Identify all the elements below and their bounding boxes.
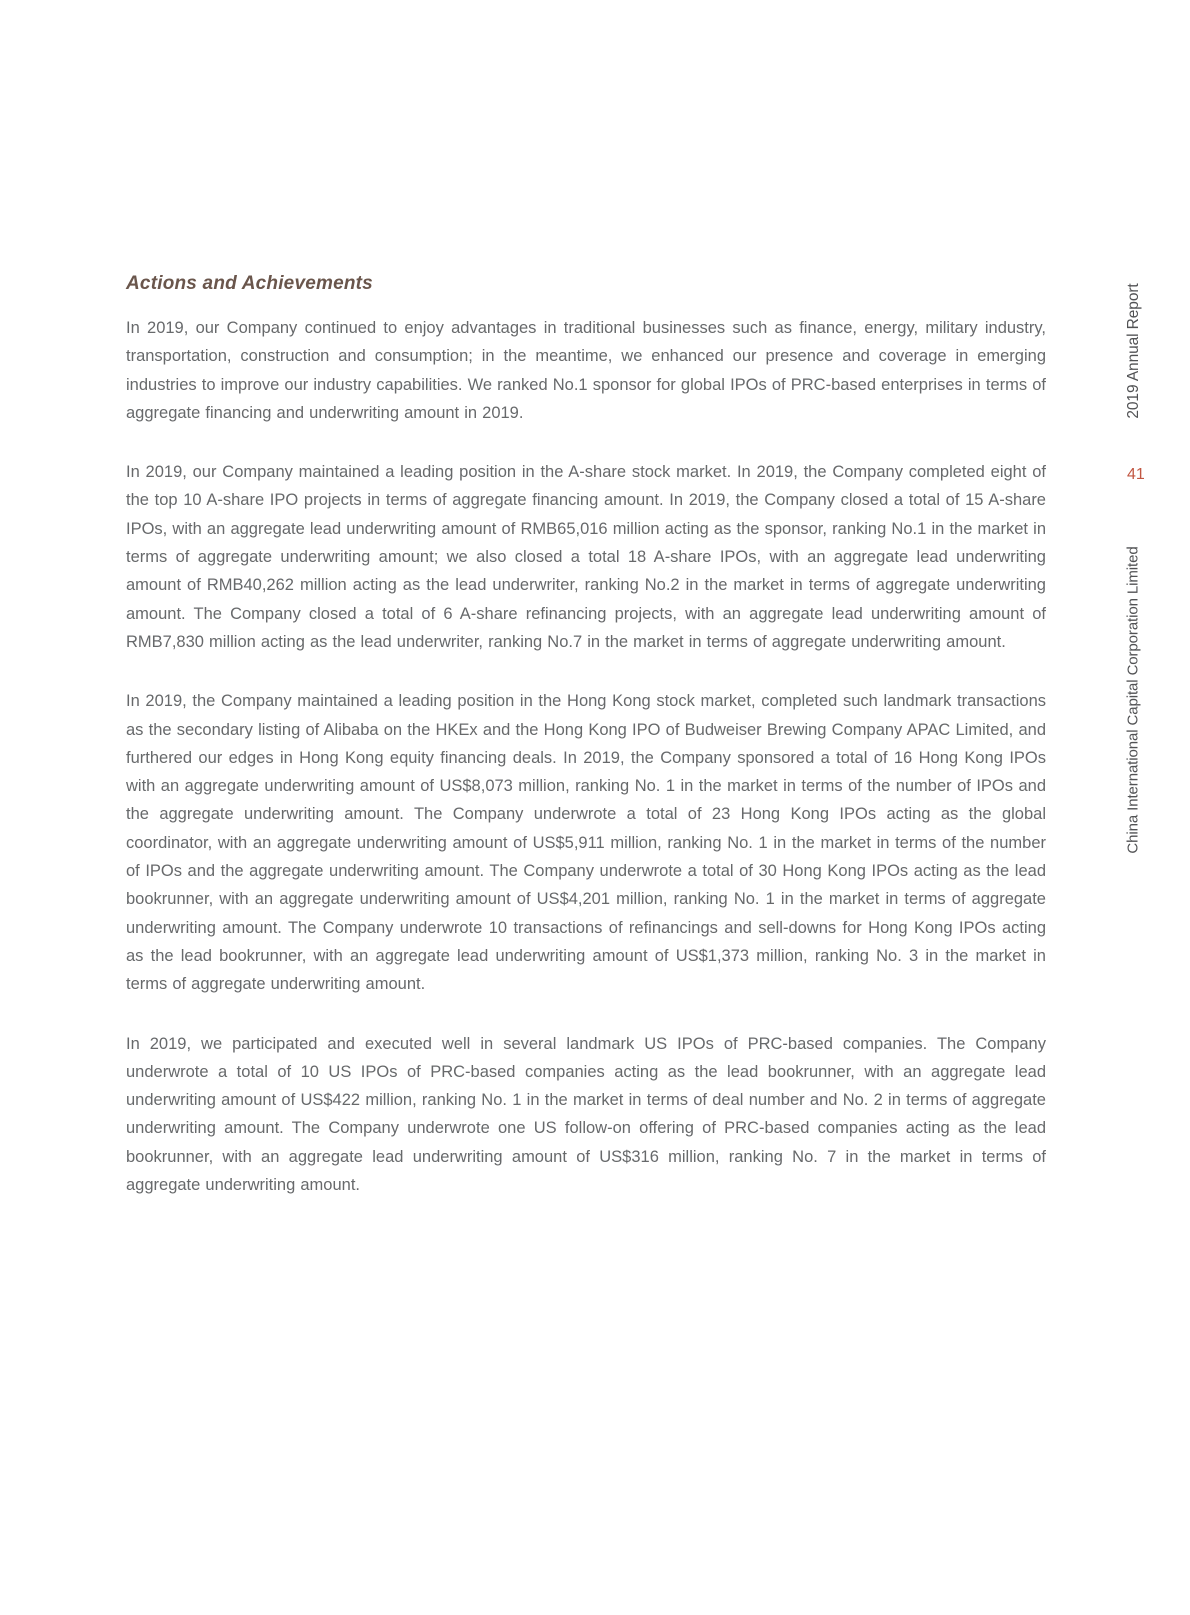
sidebar-report-title: 2019 Annual Report <box>1125 283 1142 419</box>
sidebar-company-name: China International Capital Corporation Limited <box>1124 546 1142 854</box>
body-paragraph: In 2019, our Company continued to enjoy advantages in traditional businesses such as finance, energy, military industry, transportation, construction and consumption; in the meantime, we enhanced our presence and coverage in emerging industries to improve our industry capabilities. We ranked No.1 sponsor for global IPOs of PRC-based enterprises in terms of aggregate financing and underwriting amount in 2019. <box>126 319 1046 422</box>
page-number: 41 <box>1127 466 1145 483</box>
body-paragraph: In 2019, the Company maintained a leading position in the Hong Kong stock market, completed such landmark transactions as the secondary listing of Alibaba on the HKEx and the Hong Kong IPO of Budweiser Brewing Company APAC Limited, and furthered our edges in Hong Kong equity financing deals. In 2019, the Company sponsored a total of 16 Hong Kong IPOs with an aggregate underwriting amount of US$8,073 million, ranking No. 1 in the market in terms of the number of IPOs and the aggregate underwriting amount. The Company underwrote a total of 23 Hong Kong IPOs acting as the global coordinator, with an aggregate underwriting amount of US$5,911 million, ranking No. 1 in the market in terms of the number of IPOs and the aggregate underwriting amount. The Company underwrote a total of 30 Hong Kong IPOs acting as the lead bookrunner, with an aggregate underwriting amount of US$4,201 million, ranking No. 1 in the market in terms of aggregate underwriting amount. The Company underwrote 10 transactions of refinancings and sell-downs for Hong Kong IPOs acting as the lead bookrunner, with an aggregate lead underwriting amount of US$1,373 million, ranking No. 3 in the market in terms of aggregate underwriting amount. <box>126 692 1046 994</box>
body-paragraph: In 2019, we participated and executed well in several landmark US IPOs of PRC-based companies. The Company underwrote a total of 10 US IPOs of PRC-based companies acting as the lead bookrunner, with an aggregate lead underwriting amount of US$422 million, ranking No. 1 in the market in terms of deal number and No. 2 in terms of aggregate underwriting amount. The Company underwrote one US follow-on offering of PRC-based companies acting as the lead bookrunner, with an aggregate lead underwriting amount of US$316 million, ranking No. 7 in the market in terms of aggregate underwriting amount. <box>126 1034 1046 1195</box>
section-heading: Actions and Achievements <box>126 273 373 294</box>
body-paragraph: In 2019, our Company maintained a leading position in the A-share stock market. In 2019, the Company completed eight of the top 10 A-share IPO projects in terms of aggregate financing amount. In 2019, the Company closed a total of 15 A-share IPOs, with an aggregate lead underwriting amount of RMB65,016 million acting as the sponsor, ranking No.1 in the market in terms of aggregate underwriting amount; we also closed a total 18 A-share IPOs, with an aggregate lead underwriting amount of RMB40,262 million acting as the lead underwriter, ranking No.2 in the market in terms of aggregate underwriting amount. The Company closed a total of 6 A-share refinancing projects, with an aggregate lead underwriting amount of RMB7,830 million acting as the lead underwriter, ranking No.7 in the market in terms of aggregate underwriting amount. <box>126 463 1046 651</box>
main-text-column <box>126 271 1046 1230</box>
